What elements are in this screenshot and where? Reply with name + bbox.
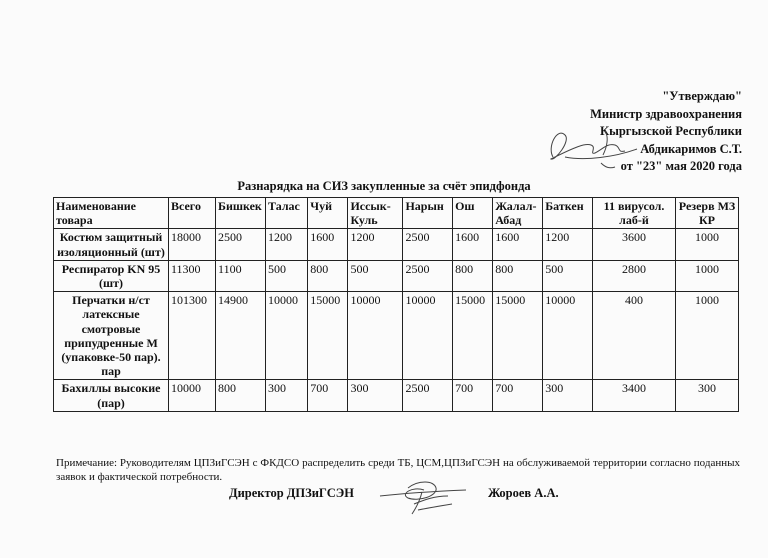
value-cell: 2500 [403, 229, 453, 260]
signer-name: Жороев А.А. [488, 486, 559, 500]
value-cell: 10000 [348, 292, 403, 380]
table-row [54, 229, 739, 260]
value-cell: 1600 [493, 229, 543, 260]
header-cell: Резерв МЗ КР [676, 198, 739, 229]
value-cell: 10000 [169, 380, 216, 411]
header-cell: Наименование товара [54, 198, 169, 229]
item-name: Бахиллы высокие (пар) [54, 380, 169, 411]
header-cell: 11 вирусол. лаб-й [593, 198, 676, 229]
value-cell: 3600 [593, 229, 676, 260]
approval-line-2: Министр здравоохранения [590, 106, 742, 121]
value-cell: 500 [266, 260, 308, 291]
value-cell: 15000 [493, 292, 543, 380]
value-cell: 11300 [169, 260, 216, 291]
item-name: Перчатки н/ст латексные смотровые припудренные М (упаковке-50 пар). пар [54, 292, 169, 380]
value-cell: 1000 [676, 260, 739, 291]
value-cell: 800 [308, 260, 348, 291]
value-cell: 300 [543, 380, 593, 411]
approval-line-4: Абдикаримов С.Т. [640, 141, 742, 156]
value-cell: 400 [593, 292, 676, 380]
value-cell: 1100 [216, 260, 266, 291]
value-cell: 2800 [593, 260, 676, 291]
value-cell: 1000 [676, 292, 739, 380]
approval-line-3: Кыргызской Республики [600, 124, 742, 138]
header-cell: Всего [169, 198, 216, 229]
value-cell: 1600 [308, 229, 348, 260]
value-cell: 18000 [169, 229, 216, 260]
value-cell: 1600 [453, 229, 493, 260]
value-cell: 2500 [403, 380, 453, 411]
value-cell: 300 [266, 380, 308, 411]
value-cell: 15000 [453, 292, 493, 380]
document-title: Разнарядка на СИЗ закупленные за счёт эпидфонда [237, 179, 531, 193]
value-cell: 1200 [266, 229, 308, 260]
value-cell: 2500 [216, 229, 266, 260]
table-row [54, 380, 739, 411]
value-cell: 1200 [348, 229, 403, 260]
value-cell: 500 [543, 260, 593, 291]
allocation-table [53, 197, 739, 412]
value-cell: 10000 [403, 292, 453, 380]
table-row [54, 260, 739, 291]
header-cell: Иссык-Куль [348, 198, 403, 229]
value-cell: 700 [493, 380, 543, 411]
value-cell: 10000 [266, 292, 308, 380]
value-cell: 800 [493, 260, 543, 291]
item-name: Респиратор KN 95 (шт) [54, 260, 169, 291]
header-cell: Баткен [543, 198, 593, 229]
value-cell: 700 [308, 380, 348, 411]
header-cell: Ош [453, 198, 493, 229]
value-cell: 3400 [593, 380, 676, 411]
value-cell: 2500 [403, 260, 453, 291]
table-row [54, 292, 739, 380]
header-cell: Бишкек [216, 198, 266, 229]
header-cell: Нарын [403, 198, 453, 229]
value-cell: 700 [453, 380, 493, 411]
value-cell: 1000 [676, 229, 739, 260]
approval-line-5: от "23" мая 2020 года [620, 159, 742, 173]
approval-block [590, 88, 742, 176]
value-cell: 500 [348, 260, 403, 291]
table-header-row [54, 198, 739, 229]
value-cell: 800 [453, 260, 493, 291]
value-cell: 101300 [169, 292, 216, 380]
signer-title: Директор ДПЗиГСЭН [229, 486, 354, 500]
value-cell: 800 [216, 380, 266, 411]
value-cell: 300 [676, 380, 739, 411]
value-cell: 14900 [216, 292, 266, 380]
value-cell: 10000 [543, 292, 593, 380]
value-cell: 300 [348, 380, 403, 411]
approval-line-1: "Утверждаю" [662, 89, 742, 103]
note-text: Примечание: Руководителям ЦПЗиГСЭН с ФКДСО распределить среди ТБ, ЦСМ,ЦПЗиГСЭН на обслуживаемой территории согласно поданных заявок и фактической потребности. [56, 457, 740, 483]
value-cell: 1200 [543, 229, 593, 260]
header-cell: Жалал-Абад [493, 198, 543, 229]
item-name: Костюм защитный изоляционный (шт) [54, 229, 169, 260]
value-cell: 15000 [308, 292, 348, 380]
header-cell: Чуй [308, 198, 348, 229]
header-cell: Талас [266, 198, 308, 229]
